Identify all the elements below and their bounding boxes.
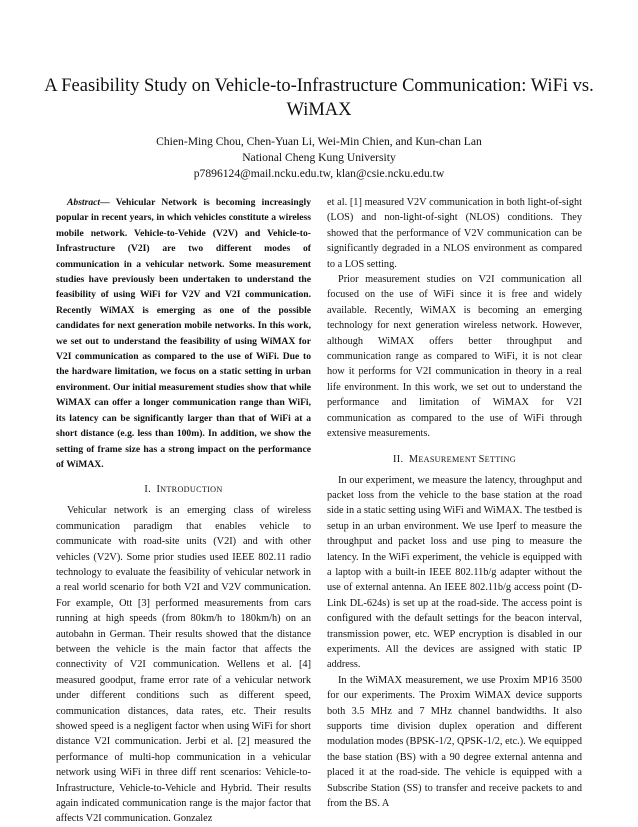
setting-paragraph-2: In the WiMAX measurement, we use Proxim MP16 3500 for our experiments. The Proxim WiMAX device supports both 3.5 MHz and 7 MHz channel bandwidths. It also supports time division duplex operation and different modulation modes (BPSK-1/2, QPSK-1/2, etc.). We equipped the base station (BS) with a 90 degree external antenna and placed it at the road-side. The vehicle is equipped with a Subscribe Station (SS) to transfer and receive packets to and from the BS. A xyxy=(327,674,582,810)
setting-paragraph-1: In our experiment, we measure the latency, throughput and packet loss from the vehicle to the base station at the road side in a static setting using WiFi and WiMAX. The testbed is setup in an urban environment. We use Iperf to measure the throughput and packet loss and use ping to measure the latency. In the WiFi experiment, the vehicle is equipped with a laptop with a built-in IEEE 802.11b/g adapter without the use of external antenna. An IEEE 802.11b/g access point (D-Link DL-624s) is set up at the road-side. The access point is configured with the default settings for the beacon interval, transmission power, etc. WEP encryption is disabled in our experiments. All the devices are assigned with static IP address. xyxy=(327,474,582,671)
intro-paragraph-2: Prior measurement studies on V2I communication all focused on the use of WiFi since it is free and widely available. Recently, WiMAX is becoming an emerging technology for next generation wireless network. However, although WiMAX offers better throughput and communication range as compared to WiFi, it is not clear how it performs for V2I communication in theory in a real life environment. In this work, we set out to understand the performance and limitation of WiMAX for V2I communication as compared to the use of WiFi through extensive measurements. xyxy=(327,274,582,440)
contact-emails: p7896124@mail.ncku.edu.tw, klan@csie.ncku.edu.tw xyxy=(193,167,445,180)
heading-smallcaps-2: ETTING xyxy=(484,454,516,464)
affiliation: National Cheng Kung University xyxy=(242,151,396,164)
section-heading-introduction xyxy=(56,482,311,497)
paper-header xyxy=(40,74,598,182)
heading-smallcaps: NTRODUCTION xyxy=(160,485,223,495)
abstract-label: Abstract xyxy=(67,197,101,208)
author-list: Chien-Ming Chou, Chen-Yuan Li, Wei-Min Chien, and Kun-chan Lan xyxy=(156,135,482,148)
right-column xyxy=(327,195,582,811)
section-numeral: I. xyxy=(144,484,151,496)
heading-initial: I xyxy=(156,484,161,496)
paper-title: A Feasibility Study on Vehicle-to-Infrastructure Communication: WiFi vs. WiMAX xyxy=(44,76,594,120)
heading-initial: M xyxy=(408,453,419,465)
heading-initial-2: S xyxy=(478,453,485,465)
section-numeral: II. xyxy=(393,453,404,465)
intro-paragraph-1: Vehicular network is an emerging class of wireless communication paradigm that enables vehicle to communicate with road-site units (V2I) and with other vehicles (V2V). Some prior studies used IEEE 802.11 radio technology to evaluate the feasibility of vehicular network in a real world scenario for both V2I and V2V communication. For example, Ott [3] performed measurements from cars running at high speeds (from 80km/h to 180km/h) on an autobahn in German. Their results showed that the distance between the vehicle is the main factor that affects the connectivity of V2I communication. Wellens et al. [4] measured goodput, frame error rate of a vehicular network under different conditions such as different speed, communication distances, data rates, etc. Their results showed speed is a negligent factor when using WiFi for short distance V2I communication. Jerbi et al. [2] measured the performance of multi-hop communication in a vehicular network using WiFi in three diff rent scenarios: Vehicle-to-Infrastructure, Vehicle-to-Vehicle and Hybrid. Their results again indicated communication range is the major factor that affects V2I communication. Gonzalez xyxy=(56,505,311,825)
intro-paragraph-1-continued: et al. [1] measured V2V communication in both light-of-sight (LOS) and non-light-of-sight (NLOS) conditions. They showed that the performance of V2V communication can be significantly degraded in a NLOS environment as compared to a LOS setting. xyxy=(327,197,582,270)
left-column xyxy=(56,195,311,827)
heading-smallcaps: EASUREMENT xyxy=(418,454,479,464)
abstract-text: Vehicular Network is becoming increasingly popular in recent years, in which vehicles constitute a wireless mobile network. Vehicle-to-Vehide (V2V) and Vehicle-to-Infrastructure (V2I) are two different modes of communication in a vehicular network. Some measurement studies have previously been undertaken to understand the feasibility of using WiFi for V2V and V2I communication. Recently WiMAX is emerging as one of the possible candidates for next generation mobile networks. In this work, we set out to understand the feasibility of using WiMAX for V2I communication as compared to the use of WiFi. Due to the hardware limitation, we focus on a static setting in urban environment. Our initial measurement studies show that while WiMAX can offer a longer communication range than WiFi, its latency can be significantly larger than that of WiFi at a short distance (e.g. less than 100m). In addition, we show the setting of frame size has a strong impact on the performance of WiMAX. xyxy=(56,197,311,470)
section-heading-measurement-setting xyxy=(327,452,582,467)
abstract xyxy=(56,195,311,472)
abstract-dash: — xyxy=(100,197,116,208)
